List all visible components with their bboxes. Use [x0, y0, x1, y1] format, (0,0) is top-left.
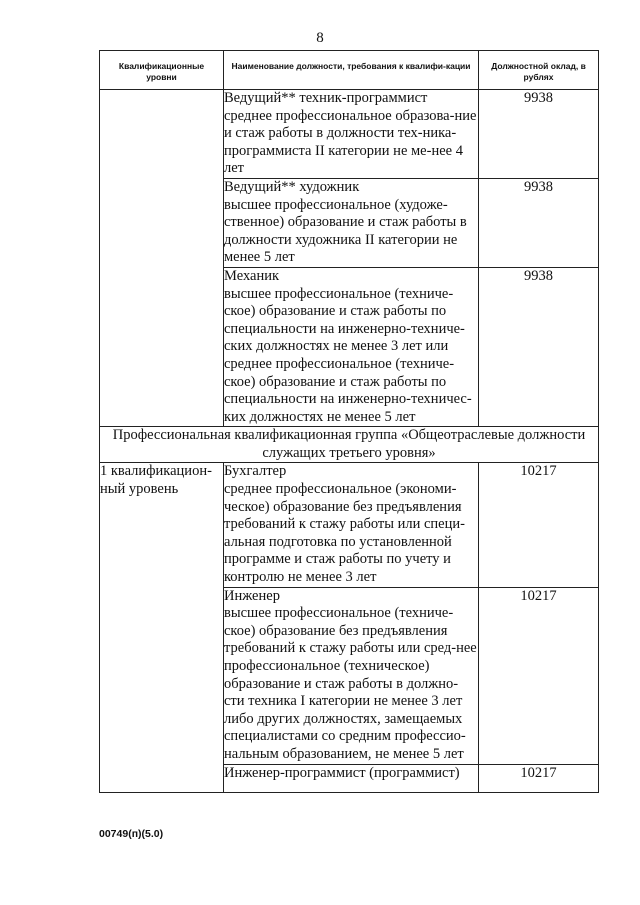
- position-title: Ведущий** художник: [224, 178, 360, 195]
- position-title: Инженер: [224, 587, 280, 604]
- header-salary: Должностной оклад, в рублях: [479, 51, 599, 90]
- position-cell: [224, 587, 479, 764]
- position-title: Инженер-программист (программист): [224, 764, 460, 781]
- header-position: Наименование должности, требования к квалифи-кации: [224, 51, 479, 90]
- table-row: [100, 90, 599, 179]
- position-title: Механик: [224, 267, 280, 284]
- salary-cell: 10217: [479, 463, 599, 587]
- qualification-level: 1 квалификацион-ный уровень: [100, 463, 224, 793]
- position-cell: [224, 267, 479, 426]
- table-header-row: [100, 51, 599, 90]
- position-requirements: среднее профессиональное образова-ние и стаж работы в должности тех-ника-программиста II категории не ме-нее 4 лет: [224, 107, 477, 177]
- salary-cell: 10217: [479, 764, 599, 793]
- salary-cell: 9938: [479, 267, 599, 426]
- page-number: 8: [316, 30, 324, 46]
- salary-cell: 9938: [479, 90, 599, 179]
- salary-cell: 9938: [479, 178, 599, 267]
- salary-table: [99, 50, 599, 793]
- position-cell: [224, 90, 479, 179]
- group-title: Профессиональная квалификационная группа «Общеотраслевые должности служащих третьего уровня»: [100, 427, 599, 463]
- level-cell-empty: [100, 90, 224, 427]
- position-cell: [224, 764, 479, 793]
- document-code: 00749(п)(5.0): [99, 828, 164, 840]
- position-title: Ведущий** техник-программист: [224, 90, 428, 106]
- position-cell: [224, 178, 479, 267]
- position-title: Бухгалтер: [224, 463, 287, 480]
- position-requirements: среднее профессиональное (экономи-ческое) образование без предъявления требований к стажу работы или специ-альная подготовка по установленной программе и стаж работы по учету и контролю не менее 3 лет: [224, 481, 465, 586]
- position-requirements: высшее профессиональное (художе-ственное) образование и стаж работы в должности художника II категории не менее 5 лет: [224, 196, 467, 266]
- group-row: [100, 427, 599, 463]
- position-requirements: высшее профессиональное (техниче-ское) образование без предъявления требований к стажу работы или сред-нее профессиональное (техническое) образование и стаж работы в должно-сти техника I категории не менее 3 лет либо других должностях, замещаемых специалистами со средним профессио-нальным образованием, не менее 5 лет: [224, 605, 477, 762]
- position-cell: [224, 463, 479, 587]
- table-row: [100, 463, 599, 587]
- header-level: Квалификационные уровни: [100, 51, 224, 90]
- position-requirements: высшее профессиональное (техниче-ское) образование и стаж работы по специальности на инженерно-техниче-ских должностях не менее 3 лет или среднее профессиональное (техниче-ское) образование и стаж работы по специальности на инженерно-техничес-ких должностях не менее 5 лет: [224, 285, 472, 425]
- salary-cell: 10217: [479, 587, 599, 764]
